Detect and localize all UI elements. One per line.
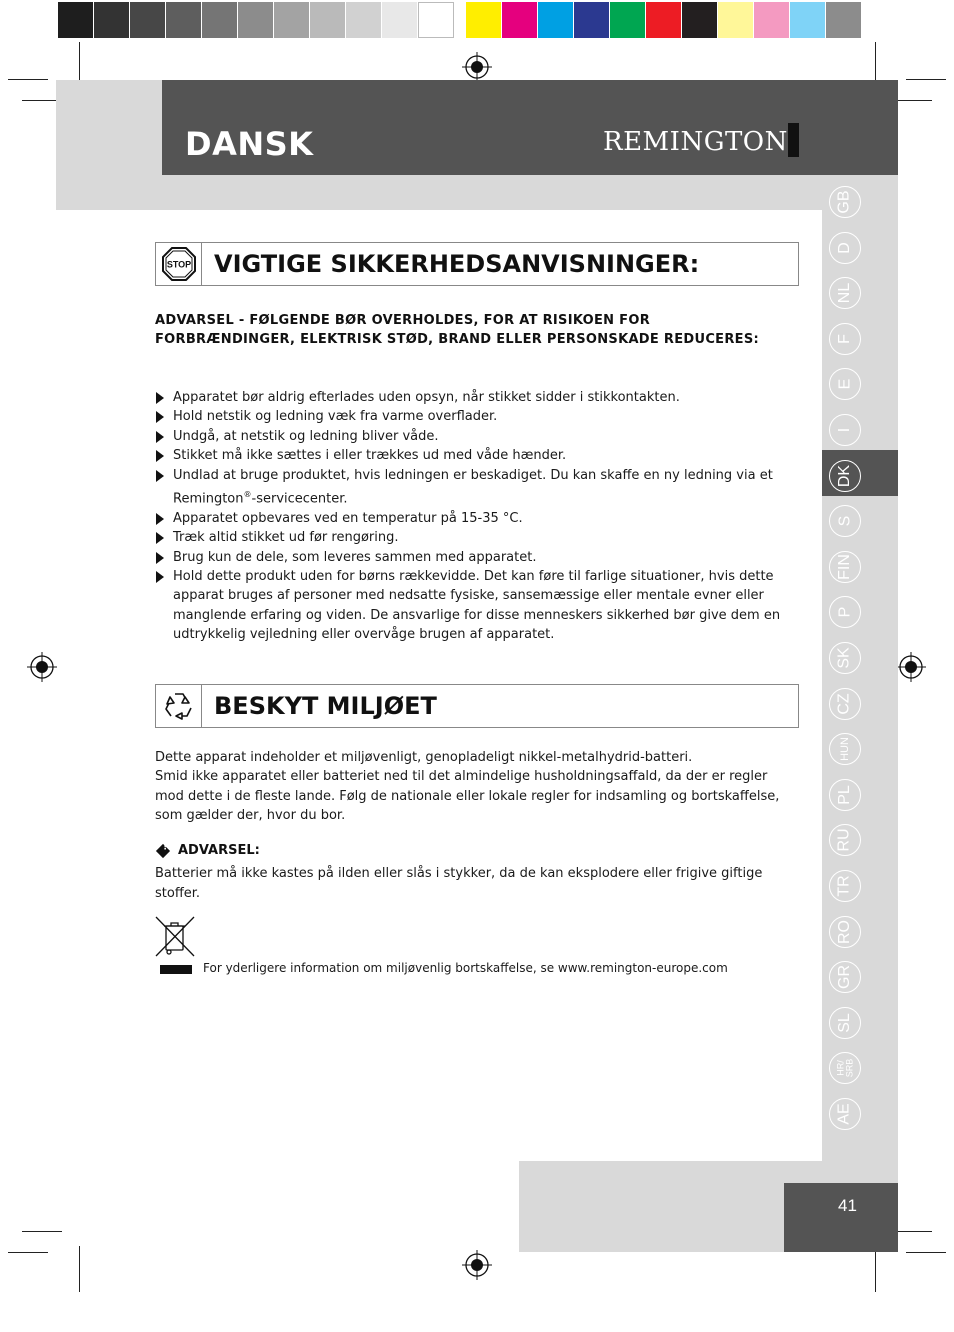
list-item [155, 548, 785, 567]
language-tab-f[interactable] [829, 323, 861, 355]
stop-sign-text: STOP [166, 259, 191, 270]
list-item-text: Stikket må ikke sættes i eller trækkes ud med våde hænder. [173, 448, 567, 464]
color-swatch [790, 2, 826, 38]
registration-mark-icon [462, 52, 492, 82]
crop-mark [906, 1252, 946, 1253]
stop-sign-icon [161, 246, 197, 282]
safety-section-title: VIGTIGE SIKKERHEDSANVISNINGER: [214, 250, 700, 278]
page-number-box [784, 1183, 898, 1252]
crop-mark [8, 79, 48, 80]
gray-swatch [418, 2, 454, 38]
color-swatch [646, 2, 682, 38]
language-tab-gb[interactable] [829, 186, 861, 218]
color-swatch [682, 2, 718, 38]
list-item-text: Hold dette produkt uden for børns rækkevidde. Det kan føre til farlige situationer, hvis dette apparat bruges af personer med nedsatte fysiske, sansemæssige eller mentale evner eller manglende erfaring og viden. De ansvarlige for disse menneskers sikkerhed bør give dem en udtrykkelig vejledning eller overvåge brugen af apparatet. [173, 568, 781, 643]
bullet-arrow-icon [156, 513, 164, 525]
list-item [155, 407, 785, 426]
language-tab-label: TR [835, 875, 853, 897]
language-tab-pl[interactable] [829, 779, 861, 811]
gray-swatch [58, 2, 94, 38]
list-item-text: Apparatet bør aldrig efterlades uden opsyn, når stikket sidder i stikkontakten. [173, 390, 680, 405]
bullet-arrow-icon [156, 571, 164, 583]
language-tab-label: I [835, 427, 853, 433]
language-tab-ae[interactable] [829, 1098, 861, 1130]
language-tab-sk[interactable] [829, 642, 861, 674]
language-tab-label: AE [836, 1103, 853, 1125]
environment-section-header [155, 684, 799, 728]
language-tab-label: F [836, 334, 853, 344]
language-tab-label: E [835, 378, 853, 390]
language-tab-label: HUN [839, 737, 851, 761]
bullet-arrow-icon [156, 411, 164, 423]
crop-mark [79, 1246, 80, 1292]
color-swatch [610, 2, 646, 38]
list-item [155, 427, 785, 446]
gray-swatch [238, 2, 274, 38]
warning-label-text: ADVARSEL: [178, 843, 260, 858]
language-tab-p[interactable] [829, 596, 861, 628]
gray-swatch [382, 2, 418, 38]
list-item [155, 446, 785, 465]
language-tab-label: HR/ SRB [834, 1058, 854, 1078]
bullet-arrow-icon [156, 431, 164, 443]
color-swatch [466, 2, 502, 38]
battery-warning-text: Batterier må ikke kastes på ilden eller slås i stykker, da de kan eksplodere eller frigive giftige stoffer. [155, 866, 763, 901]
language-tab-label: GB [836, 190, 853, 214]
color-swatch [754, 2, 790, 38]
crop-mark [8, 1252, 48, 1253]
language-tab-s[interactable] [829, 505, 861, 537]
environment-paragraph-1: Dette apparat indeholder et miljøvenligt, genopladeligt nikkel-metalhydrid-batteri. [155, 750, 693, 765]
color-swatch [538, 2, 574, 38]
list-item-text: Undgå, at netstik og ledning bliver våde. [173, 428, 439, 444]
gray-swatch [94, 2, 130, 38]
language-tab-label: CZ [835, 693, 853, 715]
language-tab-dk[interactable] [829, 460, 861, 492]
crop-mark [875, 1246, 876, 1292]
language-tab-gr[interactable] [829, 961, 861, 993]
environment-paragraph-2: Smid ikke apparatet eller batteriet ned til det almindelige husholdningsaffald, da der er regler mod dette i de fleste lande. Følg de nationale eller lokale regler for indsamling og bortskaffelse, som gælder der, hvor du bor. [155, 769, 780, 823]
registration-mark-icon [462, 1250, 492, 1280]
language-tab-i[interactable] [829, 414, 861, 446]
bullet-arrow-icon [156, 450, 164, 462]
list-item [155, 388, 785, 407]
list-item-text: Brug kun de dele, som leveres sammen med apparatet. [173, 549, 537, 565]
safety-warning-heading: ADVARSEL - FØLGENDE BØR OVERHOLDES, FOR AT RISIKOEN FOR FORBRÆNDINGER, ELEKTRISK STØD, BRAND ELLER PERSONSKADE REDUCERES: [155, 313, 760, 347]
registered-mark: ® [243, 490, 252, 500]
language-tab-label: DK [835, 464, 853, 488]
list-item-text: -servicecenter. [251, 491, 348, 507]
page-title: DANSK [185, 125, 314, 163]
language-tab-hun[interactable] [829, 733, 861, 765]
gray-swatch [166, 2, 202, 38]
brand-logo [603, 127, 796, 157]
language-tab-label: FIN [836, 554, 853, 580]
weee-bar [160, 965, 192, 974]
safety-instructions-list [155, 388, 785, 645]
language-tab-hr-srb[interactable] [829, 1052, 861, 1084]
crop-mark [892, 1231, 932, 1232]
battery-warning-label [155, 843, 260, 858]
language-tab-fin[interactable] [829, 551, 861, 583]
language-tab-label: S [835, 515, 853, 527]
bullet-arrow-icon [156, 470, 164, 482]
list-item [155, 528, 785, 547]
list-item [155, 466, 785, 509]
safety-icon-cell [156, 243, 202, 285]
disposal-footnote: For yderligere information om miljøvenlig bortskaffelse, se www.remington-europe.com [203, 961, 728, 975]
color-calibration-bar [58, 2, 862, 38]
gray-swatch [274, 2, 310, 38]
list-item [155, 509, 785, 528]
language-tab-sl[interactable] [829, 1007, 861, 1039]
environment-icon-cell [156, 685, 202, 727]
language-tab-ro[interactable] [829, 916, 861, 948]
list-item-text: Træk altid stikket ud før rengøring. [173, 530, 399, 546]
crop-mark [906, 79, 946, 80]
language-tab-label: D [836, 242, 853, 254]
gray-swatch [202, 2, 238, 38]
brand-bar [788, 123, 799, 157]
language-tab-label: RO [836, 920, 853, 944]
language-tab-label: PL [835, 785, 853, 805]
environment-section-title: BESKYT MILJØET [214, 692, 437, 720]
color-swatch [718, 2, 754, 38]
language-tab-label: NL [835, 282, 853, 304]
language-tab-label: GR [836, 965, 853, 989]
registration-mark-icon [896, 652, 926, 682]
warning-diamond-icon [156, 843, 170, 857]
gray-swatch [310, 2, 346, 38]
list-item-text: Undlad at bruge produktet, hvis ledningen er beskadiget. Du kan skaffe en ny ledning via et Remington [173, 467, 773, 507]
page-number: 41 [838, 1196, 857, 1215]
list-item-text: Apparatet opbevares ved en temperatur på 15-35 °C. [173, 510, 523, 526]
language-tab-nl[interactable] [829, 277, 861, 309]
bullet-arrow-icon [156, 532, 164, 544]
language-tab-tr[interactable] [829, 870, 861, 902]
registration-mark-icon [27, 652, 57, 682]
language-tab-label: SK [836, 647, 853, 669]
color-swatch [502, 2, 538, 38]
list-item-text: Hold netstik og ledning væk fra varme overflader. [173, 409, 498, 425]
language-tab-d[interactable] [829, 232, 861, 264]
safety-section-header [155, 242, 799, 286]
gray-swatch [346, 2, 382, 38]
crop-mark [22, 1231, 62, 1232]
list-item [155, 567, 785, 645]
crossed-out-bin-icon [155, 916, 195, 958]
language-tab-label: P [835, 606, 853, 618]
gray-swatch [130, 2, 166, 38]
language-tab-cz[interactable] [829, 688, 861, 720]
language-tab-ru[interactable] [829, 824, 861, 856]
recycle-icon [161, 688, 197, 724]
brand-name: REMINGTON [603, 127, 788, 157]
language-tab-label: RU [835, 828, 853, 852]
color-swatch [574, 2, 610, 38]
crop-mark [892, 100, 932, 101]
color-swatch [826, 2, 862, 38]
language-tab-label: SL [835, 1013, 853, 1033]
swatch-gap [454, 2, 466, 38]
language-tab-e[interactable] [829, 368, 861, 400]
bullet-arrow-icon [156, 392, 164, 404]
bullet-arrow-icon [156, 552, 164, 564]
